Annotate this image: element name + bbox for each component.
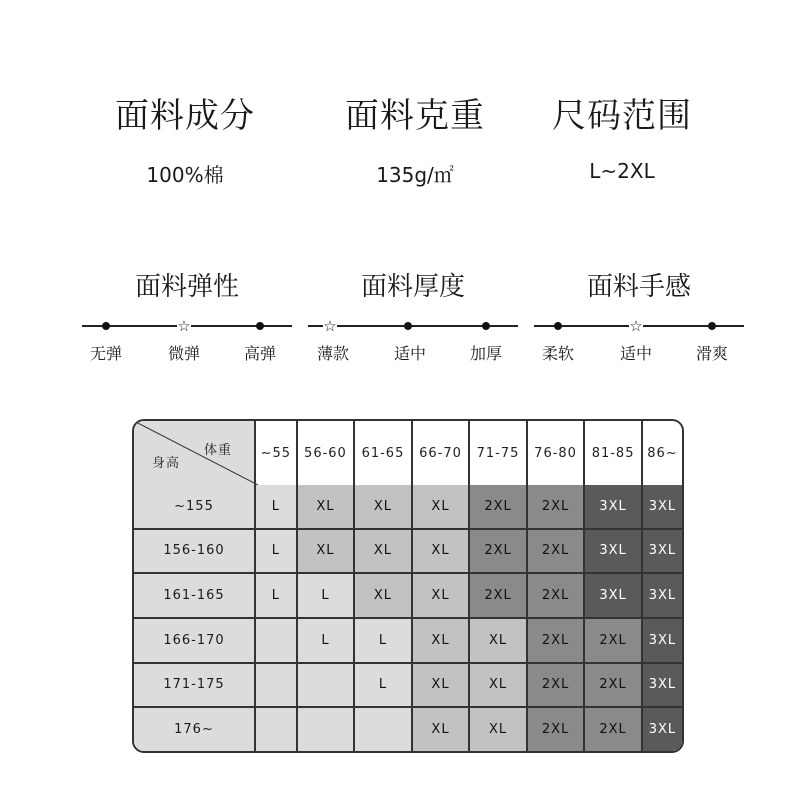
size-cell: L xyxy=(355,664,413,709)
size-cell: 2XL xyxy=(585,619,643,664)
table-row xyxy=(134,619,682,664)
weight-axis-label: 体重 xyxy=(203,443,232,458)
size-cell: XL xyxy=(298,485,356,530)
scale-marker xyxy=(479,319,493,333)
size-cell: L xyxy=(256,530,298,575)
table-row xyxy=(134,664,682,709)
size-cell xyxy=(355,708,413,751)
star-icon: ☆ xyxy=(629,317,643,335)
spec-value: 100%棉 xyxy=(146,163,224,187)
table-row xyxy=(134,530,682,575)
size-cell: 2XL xyxy=(528,708,586,751)
size-cell: XL xyxy=(470,619,528,664)
weight-column-header: 76-80 xyxy=(528,421,586,485)
size-cell: 2XL xyxy=(528,485,586,530)
size-cell: 3XL xyxy=(643,530,682,575)
spec-size-range xyxy=(522,88,722,183)
scale-marker xyxy=(551,319,565,333)
size-cell: XL xyxy=(470,708,528,751)
dot-icon xyxy=(102,322,110,330)
scale-track xyxy=(534,319,744,333)
size-cell: 2XL xyxy=(528,530,586,575)
weight-column-header: 81-85 xyxy=(585,421,643,485)
size-cell: 3XL xyxy=(585,485,643,530)
size-cell: L xyxy=(298,574,356,619)
scale-thickness xyxy=(308,266,518,363)
dot-icon xyxy=(256,322,264,330)
dot-icon xyxy=(404,322,412,330)
size-cell: 3XL xyxy=(643,619,682,664)
dot-icon xyxy=(708,322,716,330)
size-cell xyxy=(256,619,298,664)
size-chart-table xyxy=(132,419,684,753)
size-cell: L xyxy=(256,574,298,619)
height-row-header: ~155 xyxy=(134,485,256,530)
size-cell: XL xyxy=(355,530,413,575)
dot-icon xyxy=(482,322,490,330)
weight-column-header: 56-60 xyxy=(298,421,356,485)
scale-label: 微弹 xyxy=(167,344,201,363)
size-cell: 2XL xyxy=(585,664,643,709)
spec-title: 面料成分 xyxy=(115,96,255,136)
scale-label: 无弹 xyxy=(89,344,123,363)
size-cell: 2XL xyxy=(470,530,528,575)
dot-icon xyxy=(554,322,562,330)
table-row xyxy=(134,485,682,530)
size-cell: XL xyxy=(355,574,413,619)
spec-value: L~2XL xyxy=(589,159,655,183)
weight-column-header: 86~ xyxy=(643,421,682,485)
size-cell: 2XL xyxy=(528,664,586,709)
size-cell: 2XL xyxy=(470,574,528,619)
scale-elasticity xyxy=(82,266,292,363)
star-icon: ☆ xyxy=(177,317,191,335)
size-cell: 2XL xyxy=(470,485,528,530)
scale-labels xyxy=(534,341,744,363)
star-icon: ☆ xyxy=(323,317,337,335)
table-header-row xyxy=(134,421,682,485)
size-cell: XL xyxy=(413,664,471,709)
size-cell: 3XL xyxy=(643,708,682,751)
size-cell: 3XL xyxy=(643,664,682,709)
size-cell: XL xyxy=(413,619,471,664)
spec-value: 135g/㎡ xyxy=(376,163,454,187)
height-row-header: 156-160 xyxy=(134,530,256,575)
scale-track xyxy=(82,319,292,333)
size-cell: XL xyxy=(413,530,471,575)
scale-marker-selected xyxy=(323,319,337,333)
scale-label: 滑爽 xyxy=(695,344,729,363)
height-row-header: 161-165 xyxy=(134,574,256,619)
scale-marker xyxy=(705,319,719,333)
table-row xyxy=(134,708,682,751)
table-corner-cell xyxy=(134,421,256,485)
table-row xyxy=(134,574,682,619)
scale-label: 加厚 xyxy=(469,344,503,363)
size-cell: XL xyxy=(413,574,471,619)
scale-label: 薄款 xyxy=(316,344,350,363)
scale-labels xyxy=(308,341,518,363)
size-cell: XL xyxy=(413,485,471,530)
size-cell: XL xyxy=(298,530,356,575)
size-cell xyxy=(256,664,298,709)
size-cell xyxy=(256,708,298,751)
size-cell: 3XL xyxy=(643,574,682,619)
scale-marker xyxy=(99,319,113,333)
height-axis-label: 身高 xyxy=(152,456,181,471)
spec-composition xyxy=(85,88,285,188)
scale-marker-selected xyxy=(629,319,643,333)
size-cell: L xyxy=(298,619,356,664)
size-cell xyxy=(298,708,356,751)
size-cell: 2XL xyxy=(585,708,643,751)
weight-column-header: 71-75 xyxy=(470,421,528,485)
size-cell: XL xyxy=(470,664,528,709)
scale-title: 面料弹性 xyxy=(134,272,239,302)
size-cell: 2XL xyxy=(528,574,586,619)
weight-column-header: 66-70 xyxy=(413,421,471,485)
scale-track xyxy=(308,319,518,333)
height-row-header: 166-170 xyxy=(134,619,256,664)
scale-label: 适中 xyxy=(393,344,427,363)
scale-labels xyxy=(82,341,292,363)
size-cell: XL xyxy=(413,708,471,751)
scale-label: 高弹 xyxy=(243,344,277,363)
spec-weight xyxy=(315,88,515,188)
size-cell: 2XL xyxy=(528,619,586,664)
size-cell: 3XL xyxy=(585,574,643,619)
weight-column-header: 61-65 xyxy=(355,421,413,485)
height-row-header: 176~ xyxy=(134,708,256,751)
scale-hand-feel xyxy=(534,266,744,363)
spec-title: 面料克重 xyxy=(345,96,485,136)
scale-title: 面料厚度 xyxy=(360,272,465,302)
size-cell: XL xyxy=(355,485,413,530)
height-row-header: 171-175 xyxy=(134,664,256,709)
weight-column-header: ~55 xyxy=(256,421,298,485)
size-cell: 3XL xyxy=(643,485,682,530)
scale-marker-selected xyxy=(177,319,191,333)
size-cell: L xyxy=(256,485,298,530)
size-cell: 3XL xyxy=(585,530,643,575)
size-cell xyxy=(298,664,356,709)
scale-label: 柔软 xyxy=(541,344,575,363)
spec-title: 尺码范围 xyxy=(552,96,692,136)
scale-label: 适中 xyxy=(619,344,653,363)
scale-marker xyxy=(401,319,415,333)
size-cell: L xyxy=(355,619,413,664)
scale-marker xyxy=(253,319,267,333)
scale-title: 面料手感 xyxy=(586,272,691,302)
